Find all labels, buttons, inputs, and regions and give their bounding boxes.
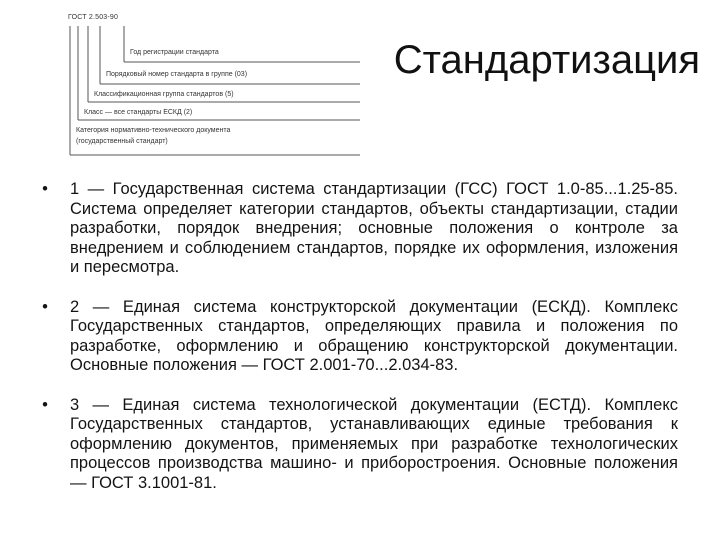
bullet-item-eskd [38, 298, 678, 376]
diagram-row-category-note: (государственный стандарт) [76, 138, 168, 145]
gost-number-label: ГОСТ 2.503-90 [68, 14, 119, 21]
diagram-row-group: Классификационная группа стандартов (5) [94, 91, 234, 98]
gost-designation-diagram [60, 12, 380, 162]
slide-title: Стандартизация [393, 38, 700, 82]
bullet-text: 2 — Единая система конструкторской документации (ЕСКД). Комплекс Государственных стандартов, определяющих правила и положения по разработке, оформлению и обращению конструкторской документации. Основные положения — ГОСТ 2.001-70...2.034-83. [70, 297, 678, 374]
bullet-list [38, 180, 678, 513]
bullet-marker: • [42, 180, 48, 198]
bullet-marker: • [42, 297, 48, 316]
bullet-text: 1 — Государственная система стандартизации (ГСС) ГОСТ 1.0-85...1.25-85. Система определяет категории стандартов, объекты стандартизации, стадии разработки, порядок внедрения; основные положения о контроле за внедрением и соблюдением стандартов, порядке их оформления, изложения и пересмотра. [70, 180, 678, 276]
diagram-row-class: Класс — все стандарты ЕСКД (2) [84, 109, 193, 116]
diagram-row-category: Категория нормативно-технического документа [76, 127, 231, 134]
bullet-text: 3 — Единая система технологической документации (ЕСТД). Комплекс Государственных стандартов, устанавливающих единые требования к оформлению документов, применяемых при разработке технологических процессов производства машино- и приборостроения. Основные положения — ГОСТ 3.1001-81. [70, 395, 678, 492]
diagram-row-number: Порядковый номер стандарта в группе (03) [106, 71, 248, 78]
bullet-item-gss [38, 180, 678, 278]
diagram-row-year: Год регистрации стандарта [130, 49, 219, 56]
bullet-item-estd [38, 396, 678, 494]
bullet-marker: • [42, 395, 48, 414]
